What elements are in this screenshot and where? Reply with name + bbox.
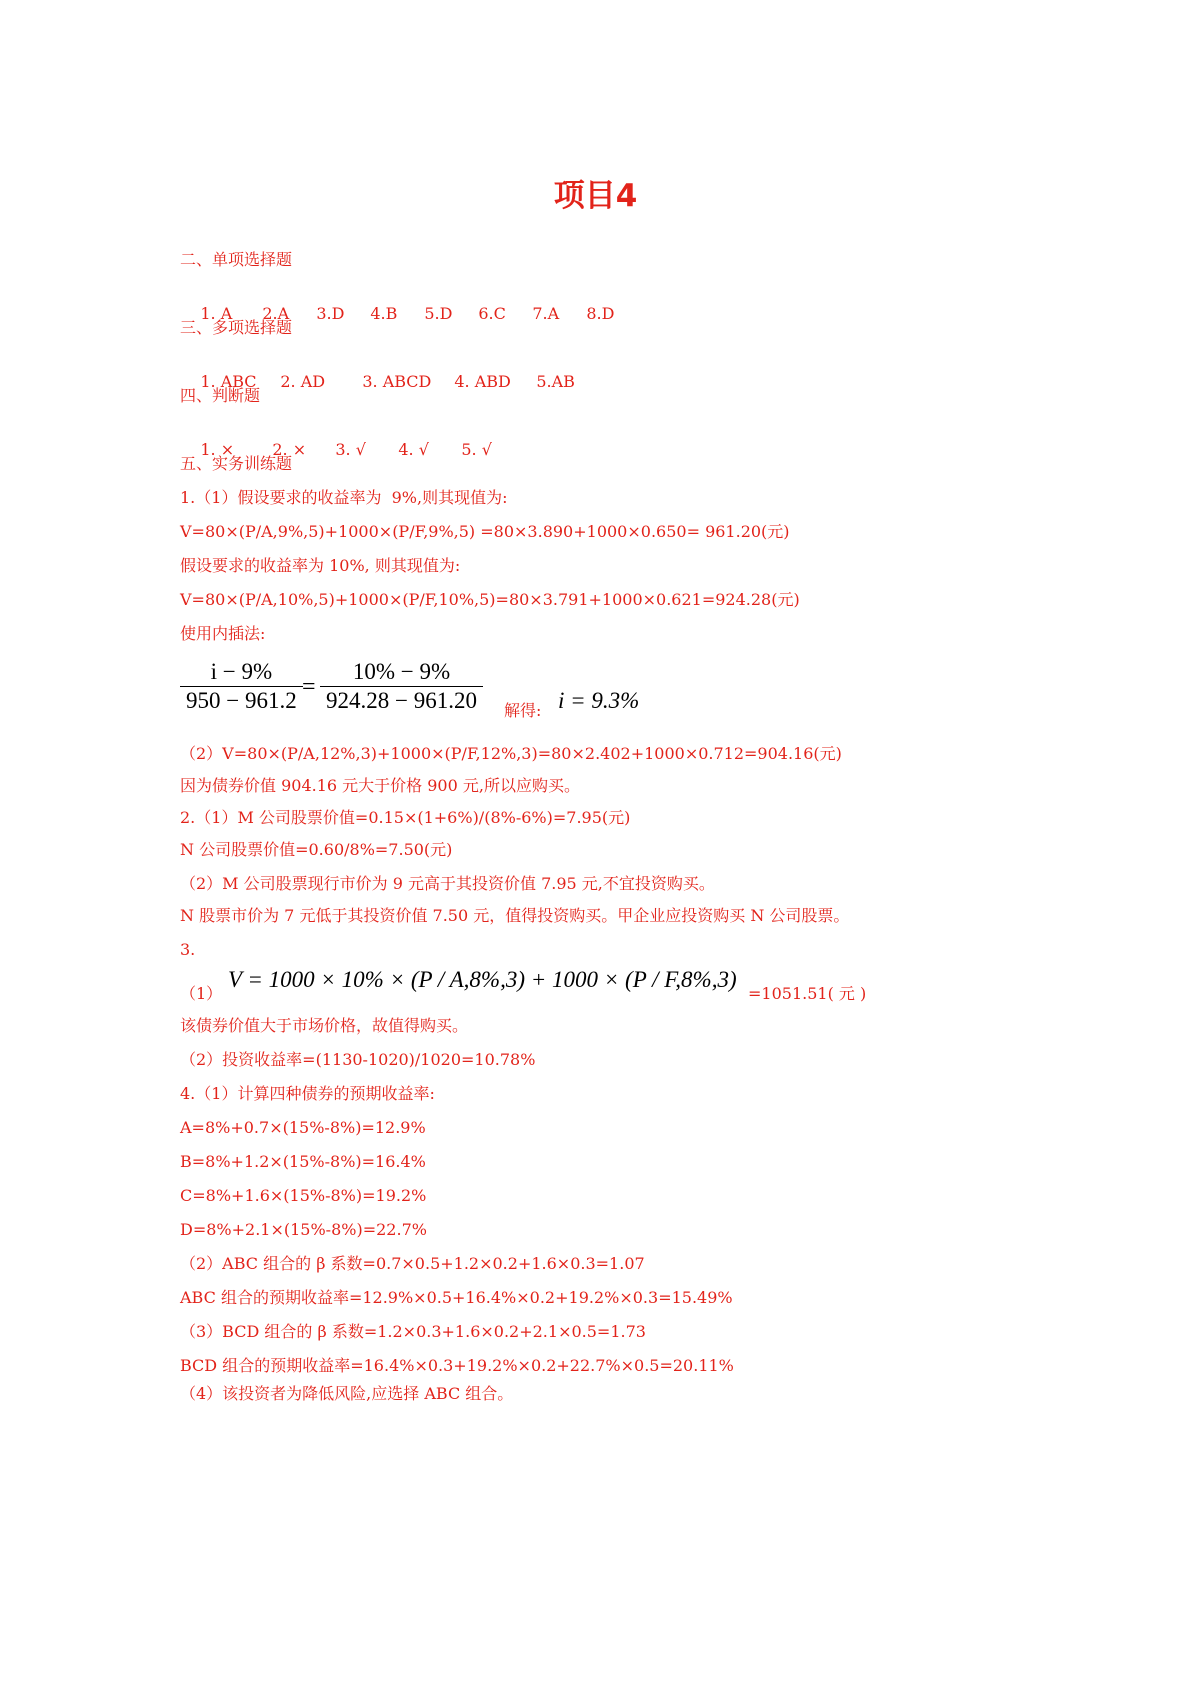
answer-item: 1. ABC xyxy=(200,372,257,391)
answer-item: 2. × xyxy=(272,440,307,459)
q3-line-2: 该债券价值大于市场价格，故值得购买。 xyxy=(180,1016,469,1035)
answer-item: 2.A xyxy=(262,304,290,323)
q3-formula: V = 1000 × 10% × (P / A,8%,3) + 1000 × (P / F,8%,3) xyxy=(228,967,737,992)
q4-return-a: A=8%+0.7×(15%-8%)=12.9% xyxy=(180,1118,426,1137)
q4-return-b: B=8%+1.2×(15%-8%)=16.4% xyxy=(180,1152,426,1171)
q3-line-3: （2）投资收益率=(1130-1020)/1020=10.78% xyxy=(180,1050,536,1069)
q4-line-4: （3）BCD 组合的 β 系数=1.2×0.3+1.6×0.2+2.1×0.5=1.73 xyxy=(180,1322,646,1341)
q4-line-3: ABC 组合的预期收益率=12.9%×0.5+16.4%×0.2+19.2%×0.3=15.49% xyxy=(180,1288,733,1307)
q1-line-3: 假设要求的收益率为 10%, 则其现值为: xyxy=(180,556,461,575)
fraction-right xyxy=(320,658,483,715)
q4-line-6: （4）该投资者为降低风险,应选择 ABC 组合。 xyxy=(180,1384,514,1403)
answer-item: 6.C xyxy=(478,304,506,323)
answer-item: 5. √ xyxy=(461,440,492,459)
answer-item: 1. × xyxy=(200,440,235,459)
answer-item: 5.D xyxy=(424,304,453,323)
fraction-right-denominator: 924.28 − 961.20 xyxy=(326,688,477,713)
q4-line-2: （2）ABC 组合的 β 系数=0.7×0.5+1.2×0.2+1.6×0.3=1.07 xyxy=(180,1254,645,1273)
q2-line-1: 2.（1）M 公司股票价值=0.15×(1+6%)/(8%-6%)=7.95(元) xyxy=(180,808,631,827)
q1-line-4: V=80×(P/A,10%,5)+1000×(P/F,10%,5)=80×3.791+1000×0.621=924.28(元) xyxy=(180,590,800,609)
answer-item: 2. AD xyxy=(280,372,326,391)
q4-return-d: D=8%+2.1×(15%-8%)=22.7% xyxy=(180,1220,427,1239)
fraction-right-numerator: 10% − 9% xyxy=(320,658,483,687)
q3-formula-prefix: （1） xyxy=(180,984,223,1003)
q4-line-5: BCD 组合的预期收益率=16.4%×0.3+19.2%×0.2+22.7%×0.5=20.11% xyxy=(180,1356,734,1375)
solve-value: i = 9.3% xyxy=(558,688,640,713)
q3-formula-result: =1051.51( 元 ) xyxy=(748,984,867,1003)
q1-line-5: 使用内插法: xyxy=(180,624,266,643)
section-heading-multi-choice: 三、多项选择题 xyxy=(180,318,293,337)
answer-item: 4. ABD xyxy=(454,372,511,391)
answer-item: 3. √ xyxy=(335,440,366,459)
answer-item: 5.AB xyxy=(536,372,575,391)
fraction-left xyxy=(180,658,303,715)
section-heading-single-choice: 二、单项选择题 xyxy=(180,250,293,269)
q1-line-2: V=80×(P/A,9%,5)+1000×(P/F,9%,5) =80×3.890+1000×0.650= 961.20(元) xyxy=(180,522,790,541)
q3-formula-row xyxy=(180,967,867,1006)
q1-line-1: 1.（1）假设要求的收益率为 9%,则其现值为: xyxy=(180,488,508,507)
answer-item: 4. √ xyxy=(398,440,429,459)
q1-line-7: 因为债券价值 904.16 元大于价格 900 元,所以应购买。 xyxy=(180,776,580,795)
answer-item: 7.A xyxy=(532,304,560,323)
answer-item: 4.B xyxy=(370,304,398,323)
q2-line-2: N 公司股票价值=0.60/8%=7.50(元) xyxy=(180,840,453,859)
fraction-left-denominator: 950 − 961.2 xyxy=(186,688,297,713)
q1-line-6: （2）V=80×(P/A,12%,3)+1000×(P/F,12%,3)=80×2.402+1000×0.712=904.16(元) xyxy=(180,744,842,763)
interpolation-formula xyxy=(180,658,700,724)
q4-return-c: C=8%+1.6×(15%-8%)=19.2% xyxy=(180,1186,427,1205)
fraction-left-numerator: i − 9% xyxy=(180,658,303,687)
q4-line-1: 4.（1）计算四种债券的预期收益率: xyxy=(180,1084,435,1103)
answer-item: 8.D xyxy=(586,304,615,323)
section-heading-true-false: 四、判断题 xyxy=(180,386,261,405)
equals-sign: = xyxy=(302,674,316,700)
solve-label: 解得: xyxy=(504,701,542,720)
answer-item: 3. ABCD xyxy=(362,372,432,391)
q3-line-1: 3. xyxy=(180,940,196,959)
section-heading-practice: 五、实务训练题 xyxy=(180,454,293,473)
q2-line-4: N 股票市价为 7 元低于其投资价值 7.50 元，值得投资购买。甲企业应投资购买 N 公司股票。 xyxy=(180,906,850,925)
answer-item: 3.D xyxy=(316,304,345,323)
page-title: 项目4 xyxy=(553,178,638,214)
q2-line-3: （2）M 公司股票现行市价为 9 元高于其投资价值 7.95 元,不宜投资购买。 xyxy=(180,874,715,893)
answer-item: 1. A xyxy=(200,304,233,323)
